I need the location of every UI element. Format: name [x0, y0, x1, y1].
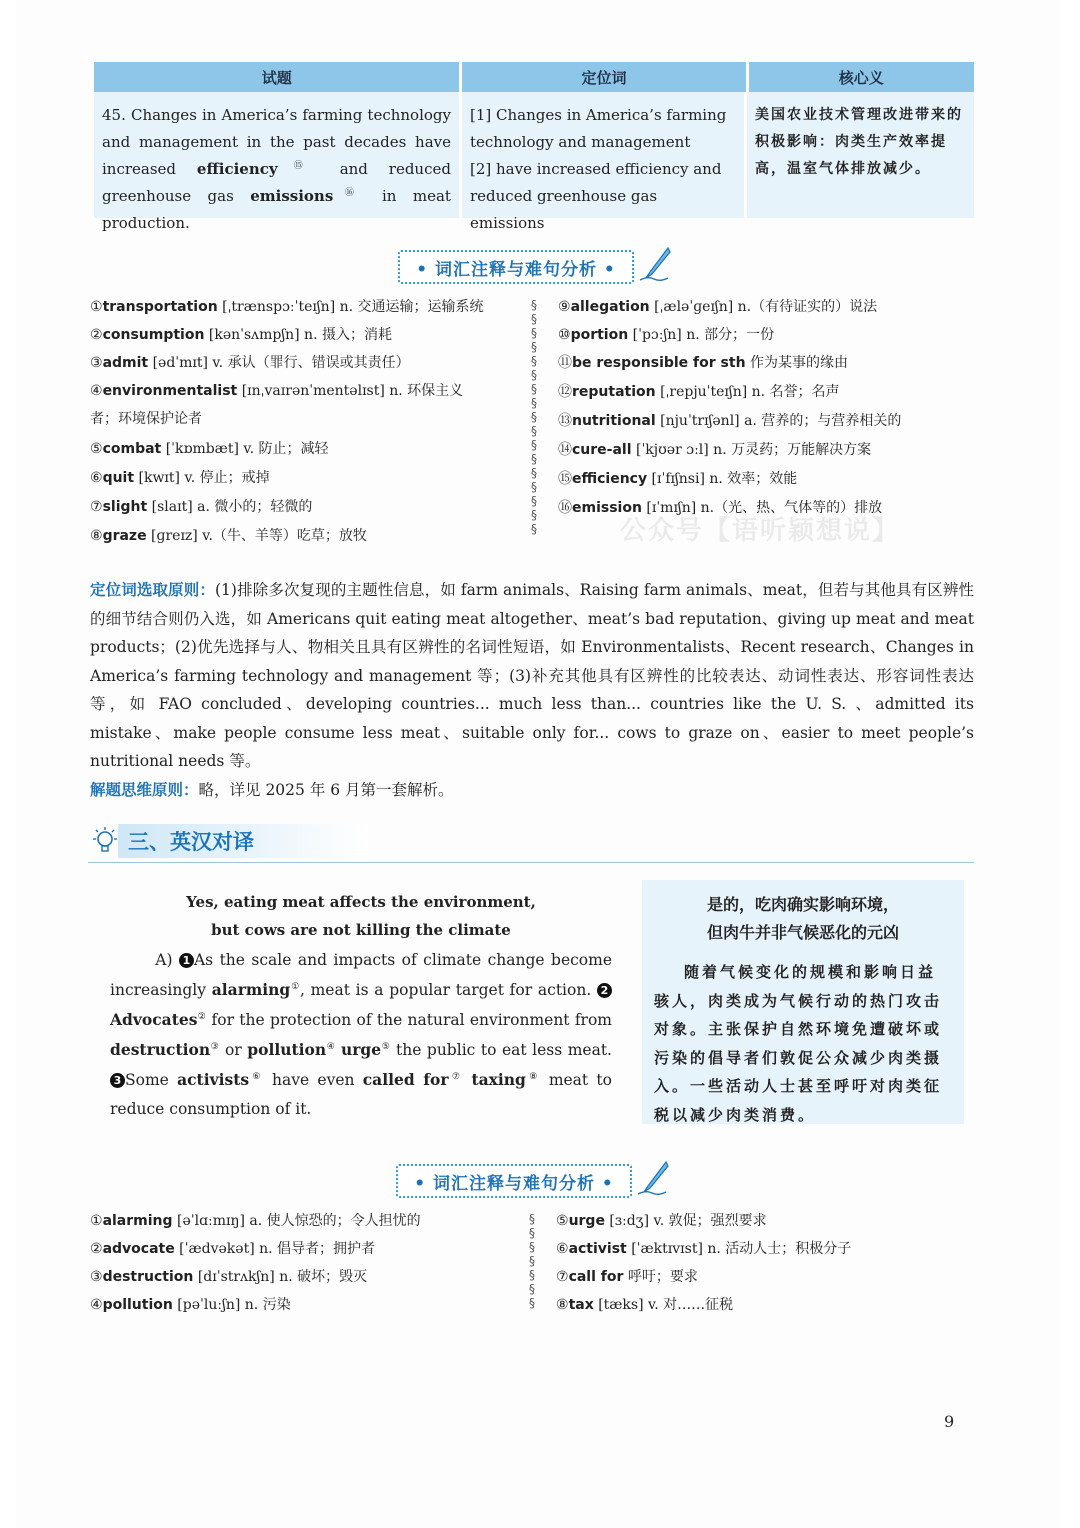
sentence-1a: As the scale and impacts of climate change become increasingly	[110, 951, 612, 999]
principle-label-1: 定位词选取原则：	[90, 581, 215, 599]
sentence-1b: , meat is a popular target for action.	[299, 981, 592, 999]
chinese-title-line-1: 是的，吃肉确实影响环境，	[706, 895, 899, 914]
vocab-word: pollution	[102, 1297, 173, 1313]
item-number: ⑨	[558, 299, 571, 315]
vocab-word: allegation	[570, 299, 650, 315]
vocab-def: [ˌrepjuˈteɪʃn] n. 名誉；名声	[660, 384, 840, 400]
chinese-title-line-2: 但肉牛并非气候恶化的元凶	[706, 923, 899, 942]
vocab-word: quit	[102, 470, 135, 486]
vocab-word: alarming	[102, 1213, 173, 1229]
vocab-item	[558, 296, 877, 316]
table-body-row	[94, 92, 974, 232]
sentence-marker-3: 3	[110, 1073, 125, 1088]
vocab-def: [ɪnˌvaɪrənˈmentəlɪst] n. 环保主义	[241, 383, 464, 399]
item-number: ⑥	[90, 470, 103, 486]
section-title: 三、英汉对译	[128, 830, 254, 854]
vocab-item	[90, 352, 410, 372]
principle-text-2: 略，详见 2025 年 6 月第一套解析。	[198, 780, 454, 799]
table-header-row	[94, 62, 974, 92]
core-meaning-cell: 美国农业技术管理改进带来的积极影响：肉类生产效率提高，温室气体排放减少。	[755, 107, 963, 177]
vocab-def: [ɡreɪz] v.（牛、羊等）吃草；放牧	[151, 528, 367, 544]
vocab-word: emission	[572, 500, 642, 516]
sentence-3c: meat to reduce consumption of it.	[110, 1071, 612, 1118]
vocab-def: [ˈæktɪvɪst] n. 活动人士；积极分子	[631, 1241, 852, 1257]
vocab-def: [ˈpɔːʃn] n. 部分；一份	[632, 327, 775, 343]
paragraph-label: A)	[155, 951, 173, 969]
english-title-line-2: but cows are not killing the climate	[211, 921, 511, 939]
item-number: ⑦	[90, 499, 103, 515]
question-bold-efficiency: efficiency	[196, 160, 278, 178]
sup-7: ⑦	[448, 1071, 464, 1082]
vocab-item	[90, 324, 392, 344]
vocab-item	[90, 1210, 421, 1230]
bold-activists: activists	[177, 1070, 250, 1089]
vocab-def-continued: 者；环境保护论者	[90, 411, 202, 427]
chinese-paragraph: 随着气候变化的规模和影响日益骇人，肉类成为气候行动的热门攻击对象。主张保护自然环境免遭破坏或污染的倡导者们敦促公众减少肉类摄入。一些活动人士甚至呼吁对肉类征税以减少肉类消费。	[654, 963, 943, 1124]
chinese-translation-box	[642, 880, 964, 1124]
vocab-word: cure-all	[572, 442, 632, 458]
sentence-2a: for the protection of the natural environment from	[211, 1011, 612, 1029]
item-number: ⑪	[558, 355, 572, 371]
bold-alarming: alarming	[211, 980, 291, 999]
vocab-item	[90, 296, 484, 316]
item-number: ⑩	[558, 327, 571, 343]
question-text-1: Changes in America’s farming technology and management in the past decades have increased	[102, 106, 451, 178]
vocab-word: be responsible for sth	[572, 355, 746, 371]
vocab-def: [ˈkjʊər ɔːl] n. 万灵药；万能解决方案	[635, 442, 872, 458]
sentence-marker-2: 2	[597, 983, 612, 998]
vocab-word: consumption	[102, 327, 205, 343]
sentence-3b: have even	[272, 1071, 355, 1089]
vocab-word: environmentalist	[102, 383, 238, 399]
vocab-word: graze	[102, 528, 147, 544]
item-number: ⑥	[556, 1241, 569, 1257]
vocab-item	[558, 324, 774, 344]
vocab-word: combat	[102, 441, 162, 457]
question-number: 45.	[102, 106, 126, 124]
vocab-def: [ˈædvəkət] n. 倡导者；拥护者	[179, 1241, 376, 1257]
vocab-item	[558, 410, 901, 430]
vocab-item	[556, 1238, 851, 1258]
item-number: ⑯	[558, 500, 572, 516]
lightbulb-icon	[90, 826, 120, 856]
vocab-item	[558, 439, 871, 459]
vocab-item	[90, 525, 367, 545]
watermark: 公众号【语听颖想说】	[620, 516, 901, 546]
sup-15: ⑮	[277, 161, 319, 171]
vocab-def: [slaɪt] a. 微小的；轻微的	[151, 499, 313, 515]
section-heading	[88, 822, 974, 863]
vocab-word: advocate	[102, 1241, 175, 1257]
question-text-2: and reduced greenhouse gas	[102, 160, 451, 205]
sup-3: ③	[210, 1041, 220, 1052]
sup-6: ⑥	[249, 1071, 264, 1082]
item-number: ⑤	[556, 1213, 569, 1229]
sup-16: ⑯	[333, 188, 366, 198]
vocab-item	[90, 1266, 367, 1286]
item-number: ②	[90, 1241, 103, 1257]
question-cell	[94, 92, 462, 232]
vocab-def: 呼吁；要求	[627, 1269, 698, 1285]
vocab-item	[556, 1210, 767, 1230]
item-number: ①	[90, 299, 103, 315]
vocab-def: [njuˈtrɪʃənl] a. 营养的；与营养相关的	[660, 413, 902, 429]
english-paragraph	[110, 946, 612, 1124]
vocab-def: [ədˈmɪt] v. 承认（罪行、错误或其责任）	[152, 355, 410, 371]
vocab-def: 作为某事的缘由	[749, 355, 848, 371]
vocab-word: slight	[102, 499, 148, 515]
bold-advocates: Advocates	[110, 1010, 198, 1029]
analysis-table	[94, 62, 974, 232]
vocab-def: [əˈlɑːmɪŋ] a. 使人惊恐的；令人担忧的	[177, 1213, 421, 1229]
vocab-item	[90, 1294, 291, 1314]
wavy-divider: § § § § § § § § § § § § § § § § §	[531, 298, 537, 536]
vocab-word: call for	[568, 1269, 624, 1285]
vocab-def: [kənˈsʌmpʃn] n. 摄入；消耗	[208, 327, 392, 343]
vocab-word: destruction	[102, 1269, 194, 1285]
header-locator: 定位词	[462, 62, 748, 92]
item-number: ④	[90, 1297, 103, 1313]
bold-urge: urge	[341, 1040, 382, 1059]
vocab-banner-1: • 词汇注释与难句分析 •	[398, 250, 634, 284]
vocab-word: admit	[102, 355, 149, 371]
vocab-def: [ɜːdʒ] v. 敦促；强烈要求	[609, 1213, 767, 1229]
vocab-def: [pəˈluːʃn] n. 污染	[177, 1297, 291, 1313]
bold-pollution: pollution	[247, 1040, 327, 1059]
vocab-item	[558, 468, 797, 488]
item-number: ③	[90, 1269, 103, 1285]
item-number: ⑬	[558, 413, 572, 429]
locator-1: [1] Changes in America’s farming technology and management	[470, 106, 727, 151]
item-number: ②	[90, 327, 103, 343]
header-question: 试题	[94, 62, 462, 92]
vocab-item	[90, 496, 312, 516]
wavy-divider: § § § § § § §	[529, 1212, 535, 1310]
locator-2: [2] have increased efficiency and reduced greenhouse gas emissions	[470, 160, 722, 232]
vocab-word: activist	[568, 1241, 627, 1257]
vocab-def: [kwɪt] v. 停止；戒掉	[138, 470, 270, 486]
sup-4: ④	[326, 1041, 336, 1052]
vocab-word: tax	[568, 1297, 594, 1313]
header-core-meaning: 核心义	[749, 62, 974, 92]
vocab-word: reputation	[572, 384, 656, 400]
principle-paragraph	[90, 576, 974, 804]
vocab-item	[90, 380, 463, 400]
bold-called-for: called for	[362, 1070, 449, 1089]
principle-label-2: 解题思维原则：	[90, 780, 199, 799]
vocab-def: [dɪˈstrʌkʃn] n. 破坏；毁灭	[197, 1269, 368, 1285]
vocab-def: [ˌtrænspɔːˈteɪʃn] n. 交通运输；运输系统	[222, 299, 484, 315]
item-number: ⑧	[556, 1297, 569, 1313]
bold-destruction: destruction	[110, 1040, 211, 1059]
locator-cell	[462, 92, 747, 232]
vocab-item	[90, 438, 329, 458]
item-number: ⑧	[90, 528, 103, 544]
page-number: 9	[944, 1412, 955, 1431]
vocab-def: [ˈkɒmbæt] v. 防止；减轻	[165, 441, 329, 457]
vocab-item	[558, 352, 848, 372]
sentence-marker-1: 1	[179, 953, 194, 968]
sentence-2b: or	[224, 1041, 242, 1059]
bold-taxing: taxing	[471, 1070, 526, 1089]
vocab-item	[558, 381, 840, 401]
sup-1: ①	[290, 981, 300, 992]
sentence-3a: Some	[125, 1071, 169, 1089]
item-number: ⑤	[90, 441, 103, 457]
item-number: ⑫	[558, 384, 572, 400]
vocab-word: efficiency	[572, 471, 648, 487]
sup-8: ⑧	[525, 1071, 541, 1082]
vocab-item	[556, 1266, 698, 1286]
vocab-banner-2: • 词汇注释与难句分析 •	[396, 1164, 632, 1198]
item-number: ⑦	[556, 1269, 569, 1285]
sup-5: ⑤	[381, 1041, 391, 1052]
question-text-3: in meat production.	[102, 187, 451, 232]
vocab-item	[90, 467, 270, 487]
vocab-def: [ɪˈmɪʃn] n.（光、热、气体等的）排放	[646, 500, 883, 516]
vocab-item	[90, 1238, 375, 1258]
vocab-def: [ˌæləˈɡeɪʃn] n.（有待证实的）说法	[654, 299, 878, 315]
vocab-def: [ɪˈfɪʃnsi] n. 效率；效能	[651, 471, 798, 487]
vocab-word: urge	[568, 1213, 605, 1229]
item-number: ④	[90, 383, 103, 399]
vocab-def: [tæks] v. 对……征税	[598, 1297, 734, 1313]
question-bold-emissions: emissions	[250, 187, 334, 205]
sup-2: ②	[197, 1011, 207, 1022]
item-number: ⑭	[558, 442, 572, 458]
pen-icon	[636, 1160, 670, 1196]
item-number: ③	[90, 355, 103, 371]
vocab-word: transportation	[102, 299, 218, 315]
pen-icon	[638, 246, 672, 282]
vocab-word: nutritional	[572, 413, 656, 429]
english-title-line-1: Yes, eating meat affects the environment,	[186, 893, 536, 911]
item-number: ⑮	[558, 471, 572, 487]
sentence-2c: the public to eat less meat.	[395, 1041, 612, 1059]
item-number: ①	[90, 1213, 103, 1229]
vocab-item	[556, 1294, 733, 1314]
principle-text-1: (1)排除多次复现的主题性信息，如 farm animals、Raising farm animals、meat，但若与其他具有区辨性的细节结合则仍入选，如 Americans quit eating meat altogether、meat’s bad reputation、giving up meat and meat products；(2)优先选择与人、物相关且具有区辨性的名词性短语，如 Environmentalists、Recent research、Changes in America’s farming technology and management 等；(3)补充其他具有区辨性的比较表达、动词性表达、形容词性表达等，如 FAO concluded、developing countries... much less than... countries like the U. S. 、admitted its mistake、make people consume less meat、suitable only for... cows to graze on、easier to meet people’s nutritional needs 等。	[90, 581, 974, 770]
vocab-word: portion	[570, 327, 629, 343]
